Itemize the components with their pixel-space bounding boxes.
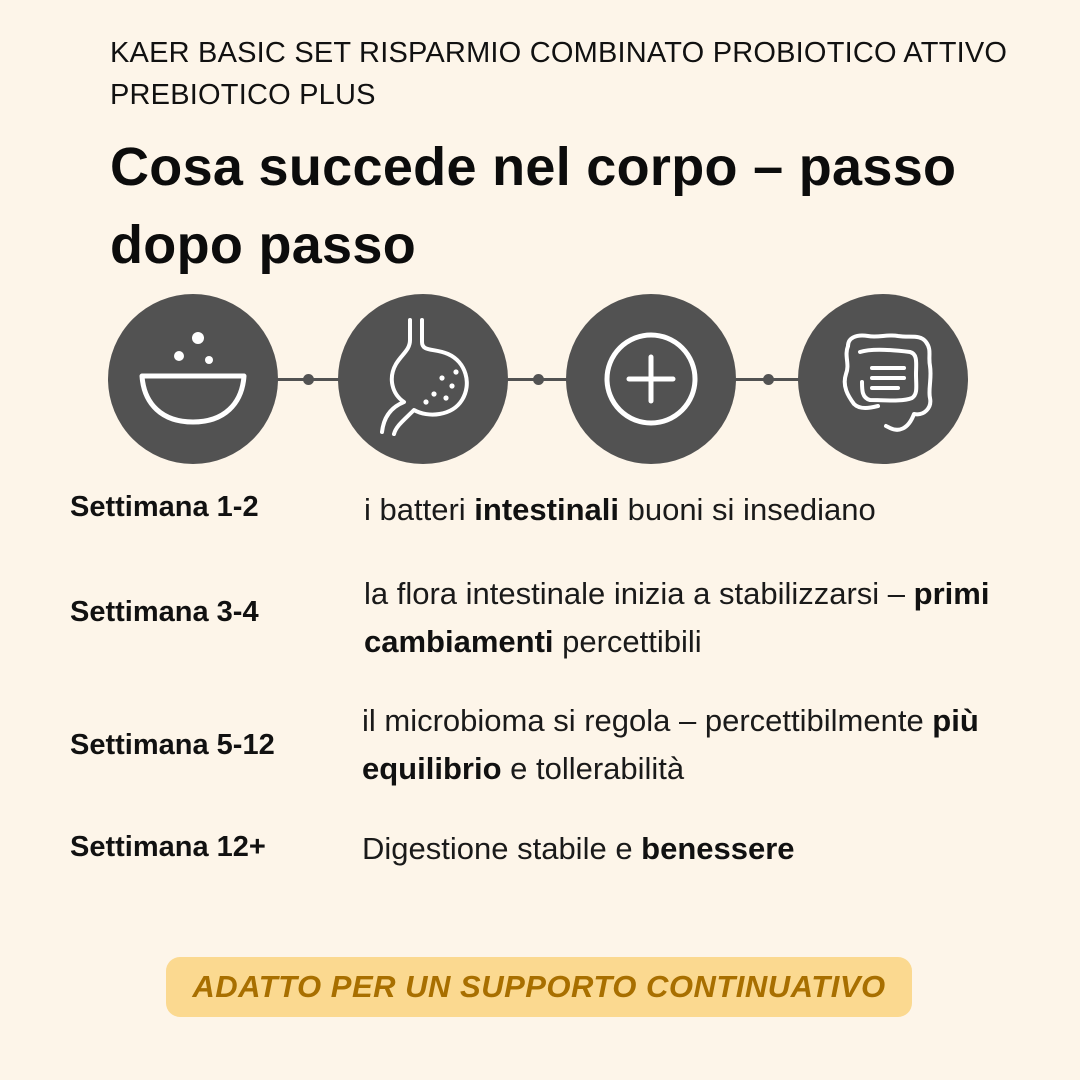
- week-label: Settimana 12+: [70, 831, 266, 863]
- week-label: Settimana 1-2: [70, 491, 259, 523]
- cta-text: ADATTO PER UN SUPPORTO CONTINUATIVO: [192, 969, 886, 1004]
- emphasis-text: benessere: [641, 831, 795, 866]
- connector-line: [500, 378, 576, 381]
- week-description: [362, 825, 1062, 873]
- intestine-icon: [798, 294, 968, 464]
- body-text: Digestione stabile e: [362, 831, 642, 866]
- step-circle-2: [338, 294, 508, 464]
- bowl-icon: [108, 294, 278, 464]
- week-description: [364, 486, 1064, 534]
- connector-dot: [533, 374, 544, 385]
- connector-dot: [303, 374, 314, 385]
- cta-badge: [166, 957, 912, 1017]
- week-label: Settimana 3-4: [70, 596, 259, 628]
- connector-dot: [763, 374, 774, 385]
- emphasis-text: intestinali: [474, 492, 619, 527]
- step-circle-1: [108, 294, 278, 464]
- page-title: Cosa succede nel corpo – passo dopo passo: [110, 137, 957, 275]
- body-text: i batteri: [364, 492, 475, 527]
- connector-line: [270, 378, 346, 381]
- step-circle-4: [798, 294, 968, 464]
- step-circle-3: [566, 294, 736, 464]
- emphasis-text: primi cambiamenti: [364, 576, 990, 659]
- body-text: e tollerabilità: [501, 751, 685, 786]
- emphasis-text: più equilibrio: [362, 703, 979, 786]
- body-text: buoni si insediano: [618, 492, 876, 527]
- body-text: il microbioma si regola – percettibilmente: [362, 703, 933, 738]
- plus-circle-icon: [566, 294, 736, 464]
- body-text: percettibili: [553, 624, 702, 659]
- week-label: Settimana 5-12: [70, 729, 275, 761]
- body-text: la flora intestinale inizia a stabilizzarsi –: [364, 576, 914, 611]
- connector-line: [730, 378, 806, 381]
- stomach-icon: [338, 294, 508, 464]
- week-description: [362, 697, 1052, 793]
- product-name: KAER BASIC SET RISPARMIO COMBINATO PROBIOTICO ATTIVO PREBIOTICO PLUS: [110, 37, 1008, 111]
- week-description: [364, 570, 1024, 666]
- step-icons-row: [0, 294, 1080, 466]
